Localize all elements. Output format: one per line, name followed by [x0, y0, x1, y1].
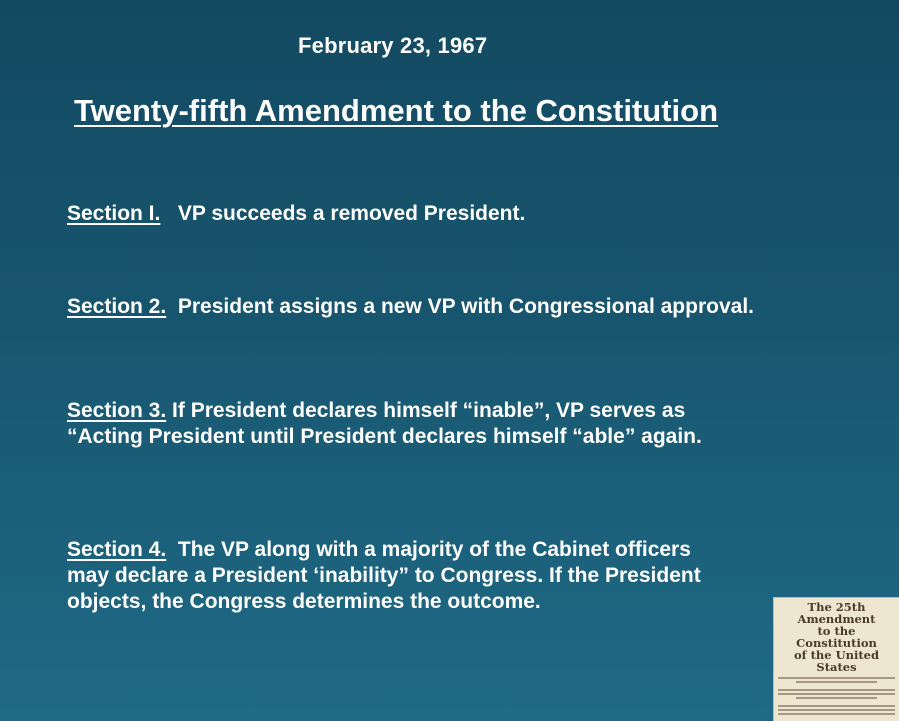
section-1-label: Section I. — [67, 202, 161, 225]
section-2-text: President assigns a new VP with Congressional approval. — [177, 295, 754, 318]
slide-date: February 23, 1967 — [298, 33, 488, 58]
section-3-text: If President declares himself “inable”, VP serves as “Acting President until President declares himself “able” again. — [67, 399, 702, 448]
section-1 — [67, 201, 787, 227]
section-2-label: Section 2. — [67, 295, 167, 318]
section-2 — [67, 294, 787, 320]
section-4 — [67, 537, 727, 615]
slide-title: Twenty-fifth Amendment to the Constitution — [74, 93, 719, 128]
amendment-document-thumbnail — [773, 597, 899, 721]
thumbnail-title-line-2: to the Constitution — [796, 624, 877, 650]
thumbnail-title-line-1: The 25th Amendment — [797, 600, 876, 626]
section-4-label: Section 4. — [67, 538, 167, 561]
thumbnail-title — [778, 601, 895, 673]
thumbnail-body-text — [778, 677, 895, 721]
thumbnail-title-line-3: of the United States — [793, 648, 880, 674]
section-1-text: VP succeeds a removed President. — [177, 202, 526, 225]
section-3 — [67, 398, 717, 450]
section-4-text: The VP along with a majority of the Cabinet officers may declare a President ‘inability” to Congress. If the President objects, the Congress determines the outcome. — [67, 538, 701, 613]
section-3-label: Section 3. — [67, 399, 167, 422]
